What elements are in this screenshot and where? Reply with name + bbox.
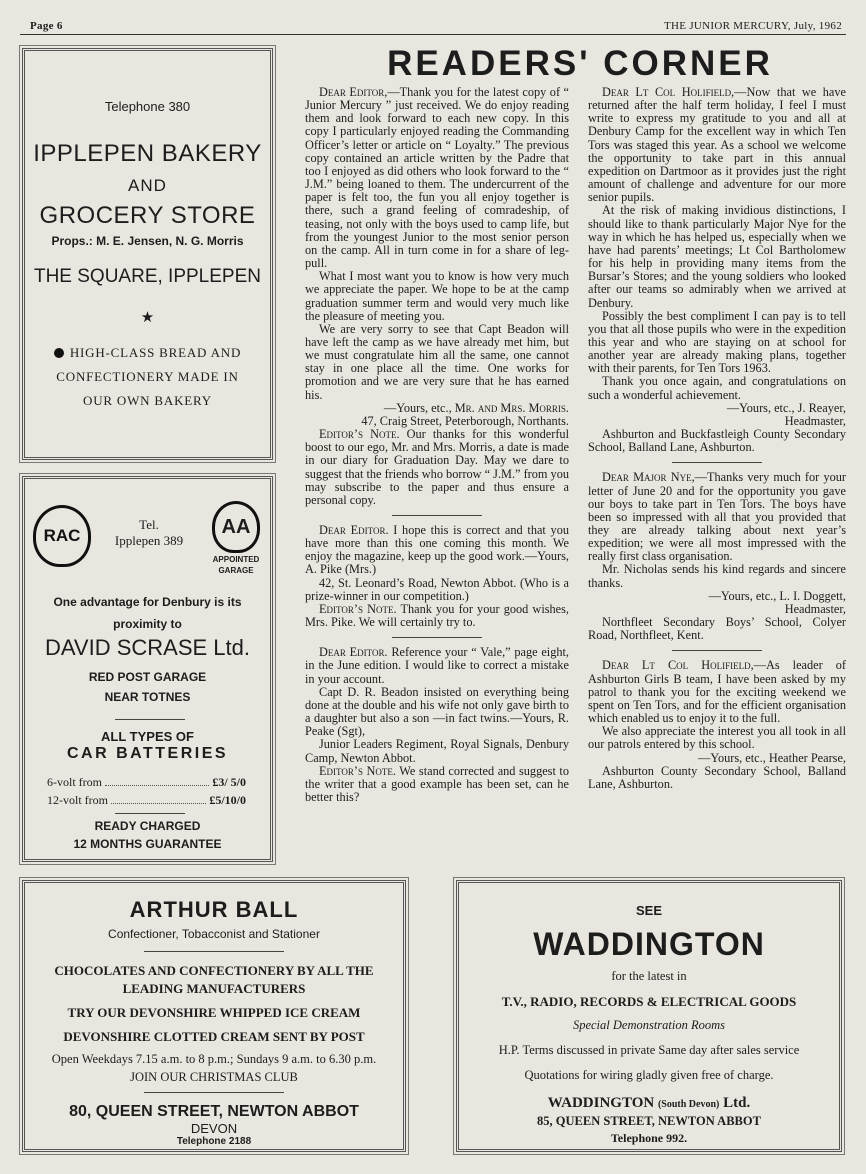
- aa-appointed-badge: [203, 501, 269, 575]
- arthur-ball-name: ARTHUR BALL: [129, 897, 299, 922]
- letter-signature: [305, 402, 569, 415]
- letter-address: Ashburton County Secondary School, Balland Lane, Ashburton.: [588, 763, 846, 791]
- star-icon: ★: [140, 310, 155, 326]
- guarantee: 12 MONTHS GUARANTEE: [73, 837, 222, 851]
- bakery-tagline: [33, 341, 262, 413]
- garage-location-2: NEAR TOTNES: [104, 690, 191, 704]
- editors-note-label: Editor’s Note.: [319, 601, 397, 616]
- readers-corner-column-2: [588, 86, 846, 791]
- divider: [672, 650, 762, 651]
- waddington-terms: H.P. Terms discussed in private Same day after sales service: [498, 1043, 800, 1057]
- letter-paragraph: Mr. Nicholas sends his kind regards and sincere thanks.: [588, 562, 846, 590]
- letter-paragraph: At the risk of making invidious distinctions, I should like to thank particularly Major Nye for the way in which he has helped us, especially when we have had parents’ meetings; Lt Col Bartholomew for his help in providing many items from the Bursar’s Stores; and the young soldiers who looked after our teams so admirably when we arrived at Denbury.: [588, 203, 846, 310]
- garage-guarantee: [29, 817, 266, 853]
- letter-body: —Thanks very much for your letter of June 20 and for the opportunity you gave our boys to take part in Ten Tors. The boys have been so impressed with all that you provided that they are already talking about next year’s expedition; we were all most impressed with the really first class organisation.: [588, 470, 847, 564]
- ad-waddington: [456, 880, 842, 1152]
- arthur-ball-line-2: LEADING MANUFACTURERS: [122, 981, 306, 996]
- letter-pearse: [588, 659, 846, 725]
- bakery-proprietors: Props.: M. E. Jensen, N. G. Morris: [51, 234, 244, 248]
- letter-paragraph: Possibly the best compliment I can pay is to tell you that all those pupils who were in the expedition this year and who are staying on at school for another year are already making plans, together with their parents, for Ten Tors 1963.: [588, 308, 846, 376]
- price-row-12-volt: [47, 793, 246, 808]
- letter-title: Headmaster,: [784, 601, 846, 616]
- letter-paragraph: Thank you once again, and congratulations on such a wonderful achievement.: [588, 374, 846, 402]
- arthur-ball-hours: Open Weekdays 7.15 a.m. to 8 p.m.; Sundays 9 a.m. to 6.30 p.m.: [51, 1052, 377, 1066]
- letter-pike: [305, 524, 569, 577]
- waddington-name: WADDINGTON: [533, 926, 765, 962]
- company-ltd: Ltd.: [723, 1095, 751, 1111]
- letter-morris: [305, 86, 569, 270]
- all-types-label: ALL TYPES OF: [101, 729, 194, 744]
- garage-location: [29, 667, 266, 707]
- ad-david-scrase: [22, 476, 273, 862]
- divider: [115, 813, 185, 814]
- arthur-ball-subtitle: Confectioner, Tobacconist and Stationer: [108, 927, 320, 941]
- advantage-line-2: proximity to: [113, 617, 182, 631]
- letter-reayer: [588, 86, 846, 204]
- letter-paragraph: We are very sorry to see that Capt Beadon will have left the camp as we have already met him, but we must congratulate him all the same, one cannot stay in one place all the time. One works for promotion and we are very sure that he has earned his.: [305, 321, 569, 402]
- editors-note: [305, 428, 569, 507]
- letter-body: I hope this is correct and that you have more than this one coming this month. We enjoy the magazine, keep up the good work.—Yours, A. Pike (Mrs.): [305, 523, 570, 577]
- price-value: £5/10/0: [209, 793, 246, 807]
- salutation: Dear Editor,: [319, 85, 388, 99]
- arthur-ball-line-1: CHOCOLATES AND CONFECTIONERY BY ALL THE: [54, 963, 374, 978]
- garage-location-1: RED POST GARAGE: [88, 670, 207, 684]
- car-batteries-label: CAR BATTERIES: [66, 745, 229, 762]
- grocery-name: GROCERY STORE: [39, 202, 256, 229]
- garage-tel-label: Tel.: [139, 517, 159, 532]
- signature-name: Mr. and Mrs. Morris.: [454, 400, 569, 415]
- ad-arthur-ball: [22, 880, 406, 1152]
- arthur-ball-line-4: DEVONSHIRE CLOTTED CREAM SENT BY POST: [63, 1029, 365, 1044]
- arthur-ball-line-3: TRY OUR DEVONSHIRE WHIPPED ICE CREAM: [67, 1005, 361, 1020]
- garage-tel-number: Ipplepen 389: [114, 533, 184, 548]
- salutation: Dear Lt Col Holifield,: [602, 658, 754, 673]
- letter-paragraph: Capt D. R. Beadon insisted on everything being done at the double and his wife not only gave birth to a daughter but also a son —in fact twins.—Yours, R. Peake (Sgt),: [305, 684, 569, 739]
- publication-header: THE JUNIOR MERCURY, July, 1962: [664, 20, 842, 32]
- bakery-address: THE SQUARE, IPPLEPEN: [33, 266, 261, 287]
- rac-logo-icon: RAC: [33, 505, 91, 567]
- leader-dots: [105, 777, 209, 786]
- editors-note-label: Editor’s Note.: [319, 763, 396, 778]
- letter-address: Ashburton and Buckfastleigh County Secondary School, Balland Lane, Ashburton.: [588, 427, 846, 455]
- divider: [144, 951, 284, 952]
- letter-address: Northfleet Secondary Boys’ School, Colyer Road, Northfleet, Kent.: [588, 615, 846, 643]
- waddington-address: 85, QUEEN STREET, NEWTON ABBOT: [537, 1114, 761, 1128]
- bullet-icon: [54, 348, 64, 358]
- editors-note-body: We stand corrected and suggest to the writer that a good example has been set, can he better this?: [305, 763, 569, 804]
- arthur-ball-county: DEVON: [190, 1121, 238, 1136]
- letter-paragraph: We also appreciate the interest you all took in all our patrols entered by this school.: [588, 724, 846, 752]
- waddington-demo: Special Demonstration Rooms: [572, 1018, 726, 1032]
- salutation: Dear Major Nye,: [602, 470, 695, 485]
- editors-note-body: Thank you for your good wishes, Mrs. Pike. We will certainly try to.: [305, 601, 569, 630]
- garage-advantage: [31, 591, 264, 635]
- ad-ipplepen-bakery: [22, 48, 273, 460]
- letter-signature: —Yours, etc., L. I. Doggett,: [708, 588, 846, 603]
- company-region: (South Devon): [657, 1099, 720, 1110]
- letter-title: Headmaster,: [784, 413, 846, 428]
- bakery-and: AND: [128, 176, 167, 195]
- company-name: WADDINGTON: [547, 1095, 655, 1111]
- bakery-phone: Telephone 380: [104, 99, 191, 114]
- salutation: Dear Editor.: [319, 523, 389, 537]
- letter-address: Junior Leaders Regiment, Royal Signals, Denbury Camp, Newton Abbot.: [305, 737, 569, 765]
- price-label: 6-volt from: [47, 775, 102, 789]
- price-label: 12-volt from: [47, 793, 108, 807]
- letter-peake: [305, 646, 569, 685]
- letter-signature: —Yours, etc., J. Reayer,: [726, 400, 846, 415]
- editors-note: [305, 765, 569, 804]
- letter-doggett: [588, 471, 846, 563]
- price-row-6-volt: [47, 775, 246, 790]
- editors-note: [305, 603, 569, 629]
- leader-dots: [111, 795, 206, 804]
- ready-charged: READY CHARGED: [94, 819, 201, 833]
- arthur-ball-club: JOIN OUR CHRISTMAS CLUB: [130, 1070, 298, 1084]
- page-number: Page 6: [30, 20, 63, 32]
- garage-name: DAVID SCRASE Ltd.: [45, 635, 250, 660]
- divider: [144, 1092, 284, 1093]
- waddington-latest: for the latest in: [611, 969, 687, 983]
- aa-garage: GARAGE: [218, 566, 254, 575]
- arthur-ball-address: 80, QUEEN STREET, NEWTON ABBOT: [69, 1103, 359, 1120]
- salutation: Dear Editor.: [319, 645, 388, 660]
- advantage-line-1: One advantage for Denbury is its: [53, 595, 242, 609]
- divider: [115, 719, 185, 720]
- editors-note-body: Our thanks for this wonderful boost to our ego, Mr. and Mrs. Morris, a date is made in our diary for Graduation Day. May we dare to suggest that the friends who borrow “ J.M.” from you may subscribe to the paper and thus ensure a personal copy.: [305, 427, 569, 507]
- letter-address: 47, Craig Street, Peterborough, Northants.: [361, 413, 569, 428]
- arthur-ball-telephone: Telephone 2188: [176, 1136, 252, 1147]
- bakery-tagline-2: CONFECTIONERY MADE IN: [56, 369, 239, 384]
- waddington-telephone: Telephone 992.: [610, 1131, 688, 1145]
- waddington-see: SEE: [635, 903, 662, 918]
- letter-body: Reference your “ Vale,” page eight, in the June edition. I would like to correct a mistake in your account.: [305, 645, 569, 686]
- divider: [672, 462, 762, 463]
- bakery-name: IPPLEPEN BAKERY: [33, 140, 262, 167]
- aa-appointed: APPOINTED: [212, 555, 260, 564]
- waddington-company: [459, 1095, 839, 1112]
- readers-corner-title: READERS' CORNER: [387, 44, 773, 83]
- price-value: £3/ 5/0: [212, 775, 246, 789]
- letter-body: —Now that we have returned after the half term holiday, I feel I must write to express my gratitude to you and all at Denbury Camp for the excellent way in which Ten Tors was staged this year. As a school we welcome the opportunity to take part in this annual expedition on Dartmoor as it provides just the right amount of challenge and adventure for our more senior pupils.: [588, 85, 846, 205]
- garage-telephone: [95, 517, 203, 549]
- letter-body: —Thank you for the latest copy of “ Junior Mercury ” just received. We do enjoy reading them and look forward to each new copy. In this copy I particularly enjoyed reading the Commanding Officer’s letter or article on “ Loyalty.” The previous copy contained an article written by the Padre that too I enjoyed as did others who look forward to the “ J.M.” being loaned to them. The undercurrent of the paper is felt too, the fun you all enjoy together is there, such a grand feeling of comradeship, of teasing, not only with the boys used to camp life, but from the youngest Junior to the most senior person on the camp. All in turn come in for a share of leg-pull.: [305, 85, 570, 271]
- readers-corner-column-1: [305, 86, 569, 804]
- divider: [392, 637, 482, 638]
- letter-signature: —Yours, etc., Heather Pearse,: [698, 750, 846, 765]
- letter-paragraph: What I most want you to know is how very much we appreciate the paper. We hope to be at the camp graduation summer term and would very much like the pleasure of meeting you.: [305, 269, 569, 323]
- divider: [392, 515, 482, 516]
- letter-address: 42, St. Leonard’s Road, Newton Abbot. (Who is a prize-winner in our competition.): [305, 575, 569, 603]
- editors-note-label: Editor’s Note.: [319, 427, 400, 442]
- waddington-quotes: Quotations for wiring gladly given free of charge.: [524, 1068, 774, 1082]
- waddington-goods: T.V., RADIO, RECORDS & ELECTRICAL GOODS: [501, 994, 797, 1009]
- bakery-tagline-3: OUR OWN BAKERY: [83, 393, 212, 408]
- aa-logo-icon: AA: [212, 501, 260, 553]
- signature-prefix: —Yours, etc.,: [383, 400, 452, 415]
- bakery-tagline-1: HIGH-CLASS BREAD AND: [69, 345, 242, 360]
- salutation: Dear Lt Col Holifield,: [602, 85, 735, 99]
- letter-body: —As leader of Ashburton Girls B team, I have been asked by my patrol to thank you for the exciting weekend we spent on Ten Tors, and for the efficient organisation which enabled us to enjoy it to the full.: [588, 658, 846, 726]
- header-rule: [20, 34, 846, 35]
